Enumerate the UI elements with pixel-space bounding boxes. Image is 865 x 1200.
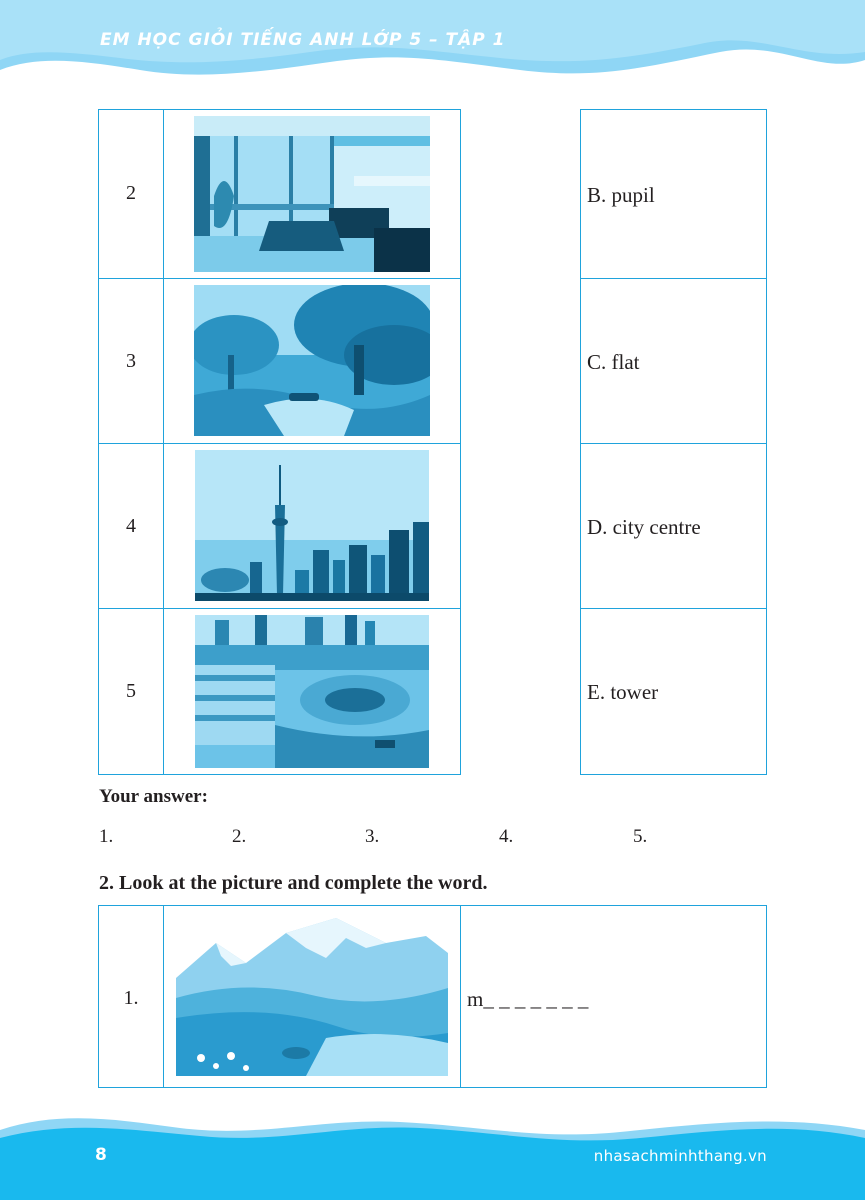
option-word: B. pupil bbox=[587, 183, 655, 207]
option-word: E. tower bbox=[587, 680, 659, 704]
row-number: 4 bbox=[126, 515, 136, 537]
section-2-title: 2. Look at the picture and complete the word. bbox=[99, 872, 488, 894]
answer-slot-4[interactable]: 4. bbox=[499, 826, 514, 847]
answer-slot-5[interactable]: 5. bbox=[633, 826, 648, 847]
row-number: 2 bbox=[126, 182, 136, 204]
page-number: 8 bbox=[95, 1145, 107, 1165]
header-title: EM HỌC GIỎI TIẾNG ANH LỚP 5 – TẬP 1 bbox=[100, 30, 506, 50]
tower-skyline-picture bbox=[195, 450, 429, 601]
row-number: 5 bbox=[126, 680, 136, 702]
answer-slot-3[interactable]: 3. bbox=[365, 826, 380, 847]
row-number: 3 bbox=[126, 350, 136, 372]
complete-word-blank[interactable]: m_ _ _ _ _ _ _ bbox=[467, 987, 589, 1011]
living-room-picture bbox=[194, 116, 430, 272]
section2-number: 1. bbox=[123, 987, 139, 1009]
countryside-picture bbox=[194, 285, 430, 436]
answer-slot-2[interactable]: 2. bbox=[232, 826, 247, 847]
answer-slot-1[interactable]: 1. bbox=[99, 826, 114, 847]
option-word: C. flat bbox=[587, 350, 640, 374]
option-word: D. city centre bbox=[587, 515, 701, 539]
site-url[interactable]: nhasachminhthang.vn bbox=[593, 1147, 767, 1165]
city-roundabout-picture bbox=[195, 615, 429, 768]
mountain-picture bbox=[176, 918, 448, 1076]
your-answer-label: Your answer: bbox=[99, 786, 208, 807]
